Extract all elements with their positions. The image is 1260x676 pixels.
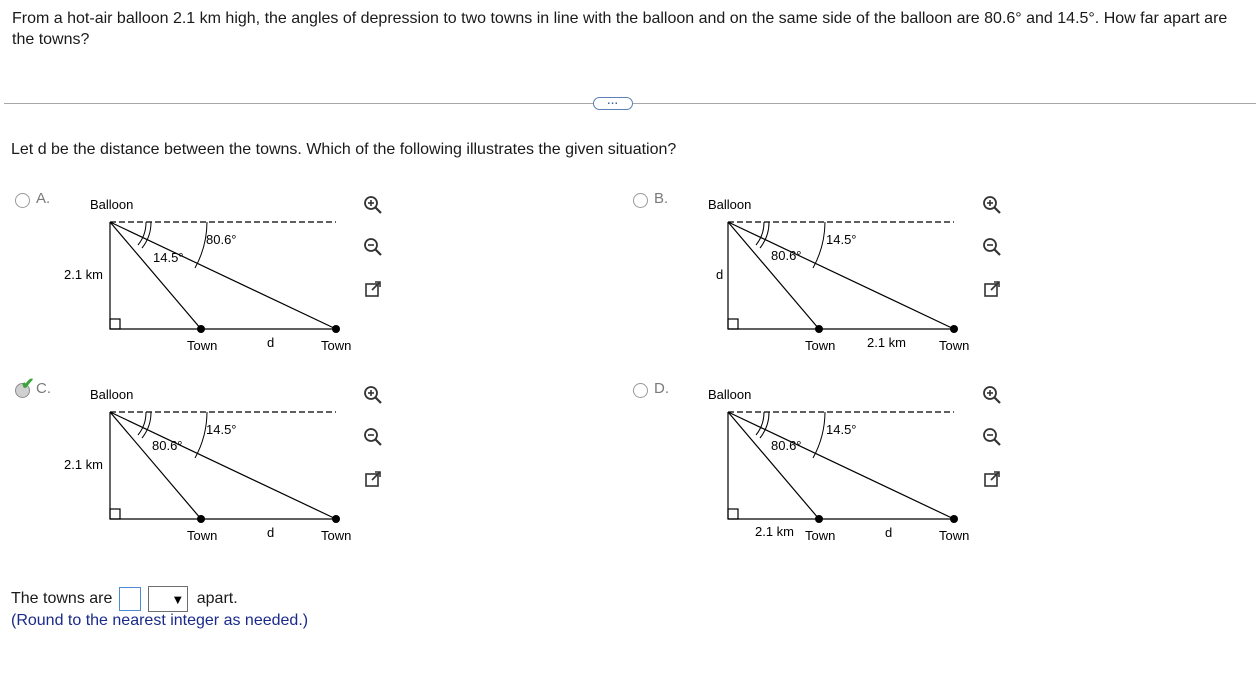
dropdown-arrow-icon: ▼	[171, 592, 185, 607]
angle-small-label: 80.6°	[771, 438, 802, 453]
answer-suffix: apart.	[196, 590, 238, 608]
unit-dropdown[interactable]	[148, 586, 188, 612]
option-d[interactable]	[629, 380, 1249, 560]
height-label: d	[716, 267, 724, 282]
town2-label: Town	[939, 528, 970, 543]
balloon-label: Balloon	[708, 387, 752, 402]
zoom-out-icon[interactable]	[982, 237, 1002, 257]
zoom-in-icon[interactable]	[363, 195, 383, 215]
angle-large-label: 14.5°	[826, 422, 857, 437]
prompt-text: Let d be the distance between the towns. Which of the following illustrates the given situation?	[11, 141, 677, 158]
balloon-label: Balloon	[708, 197, 752, 212]
zoom-out-icon[interactable]	[363, 237, 383, 257]
town2-label: Town	[939, 338, 970, 353]
height-label: 2.1 km	[64, 457, 104, 472]
town1-label: Town	[805, 528, 836, 543]
option-b[interactable]	[629, 190, 1249, 370]
zoom-in-icon[interactable]	[982, 385, 1002, 405]
town2-label: Town	[321, 528, 352, 543]
angle-small-label: 80.6°	[771, 248, 802, 263]
option-c-letter: C.	[36, 380, 51, 397]
angle-large-label: 14.5°	[206, 422, 237, 437]
option-c[interactable]	[11, 376, 631, 560]
option-a-diagram	[11, 190, 371, 365]
zoom-out-icon[interactable]	[982, 427, 1002, 447]
popout-icon[interactable]	[982, 469, 1002, 489]
zoom-out-icon[interactable]	[363, 427, 383, 447]
distance-input[interactable]	[119, 587, 141, 611]
option-a-letter: A.	[36, 190, 51, 207]
gap-label: 2.1 km	[867, 335, 907, 350]
rounding-hint: (Round to the nearest integer as needed.)	[11, 612, 309, 629]
option-d-letter: D.	[654, 380, 669, 397]
town1-label: Town	[187, 528, 218, 543]
popout-icon[interactable]	[982, 279, 1002, 299]
balloon-label: Balloon	[90, 197, 134, 212]
balloon-label: Balloon	[90, 387, 134, 402]
base-left-label: 2.1 km	[755, 524, 795, 539]
more-button[interactable]: ...	[593, 97, 633, 110]
angle-small-label: 80.6°	[152, 438, 183, 453]
town1-label: Town	[805, 338, 836, 353]
answer-prefix: The towns are	[11, 590, 113, 608]
angle-large-label: 14.5°	[826, 232, 857, 247]
option-b-diagram	[629, 190, 989, 365]
gap-label: d	[267, 525, 275, 540]
option-b-letter: B.	[654, 190, 669, 207]
zoom-in-icon[interactable]	[363, 385, 383, 405]
popout-icon[interactable]	[363, 469, 383, 489]
zoom-in-icon[interactable]	[982, 195, 1002, 215]
town1-label: Town	[187, 338, 218, 353]
popout-icon[interactable]	[363, 279, 383, 299]
option-a[interactable]	[11, 190, 631, 370]
angle-small-label: 14.5°	[153, 250, 184, 265]
option-c-diagram	[11, 380, 371, 555]
correct-check-icon: ✔	[21, 376, 35, 393]
question-text: From a hot-air balloon 2.1 km high, the angles of depression to two towns in line with the balloon and on the same side of the balloon are 80.6° and 14.5°. How far apart are the towns?	[12, 10, 1228, 48]
option-d-diagram	[629, 380, 989, 555]
town2-label: Town	[321, 338, 352, 353]
gap-label: d	[267, 335, 275, 350]
gap-label: d	[885, 525, 893, 540]
angle-large-label: 80.6°	[206, 232, 237, 247]
answer-line	[11, 586, 238, 612]
height-label: 2.1 km	[64, 267, 104, 282]
